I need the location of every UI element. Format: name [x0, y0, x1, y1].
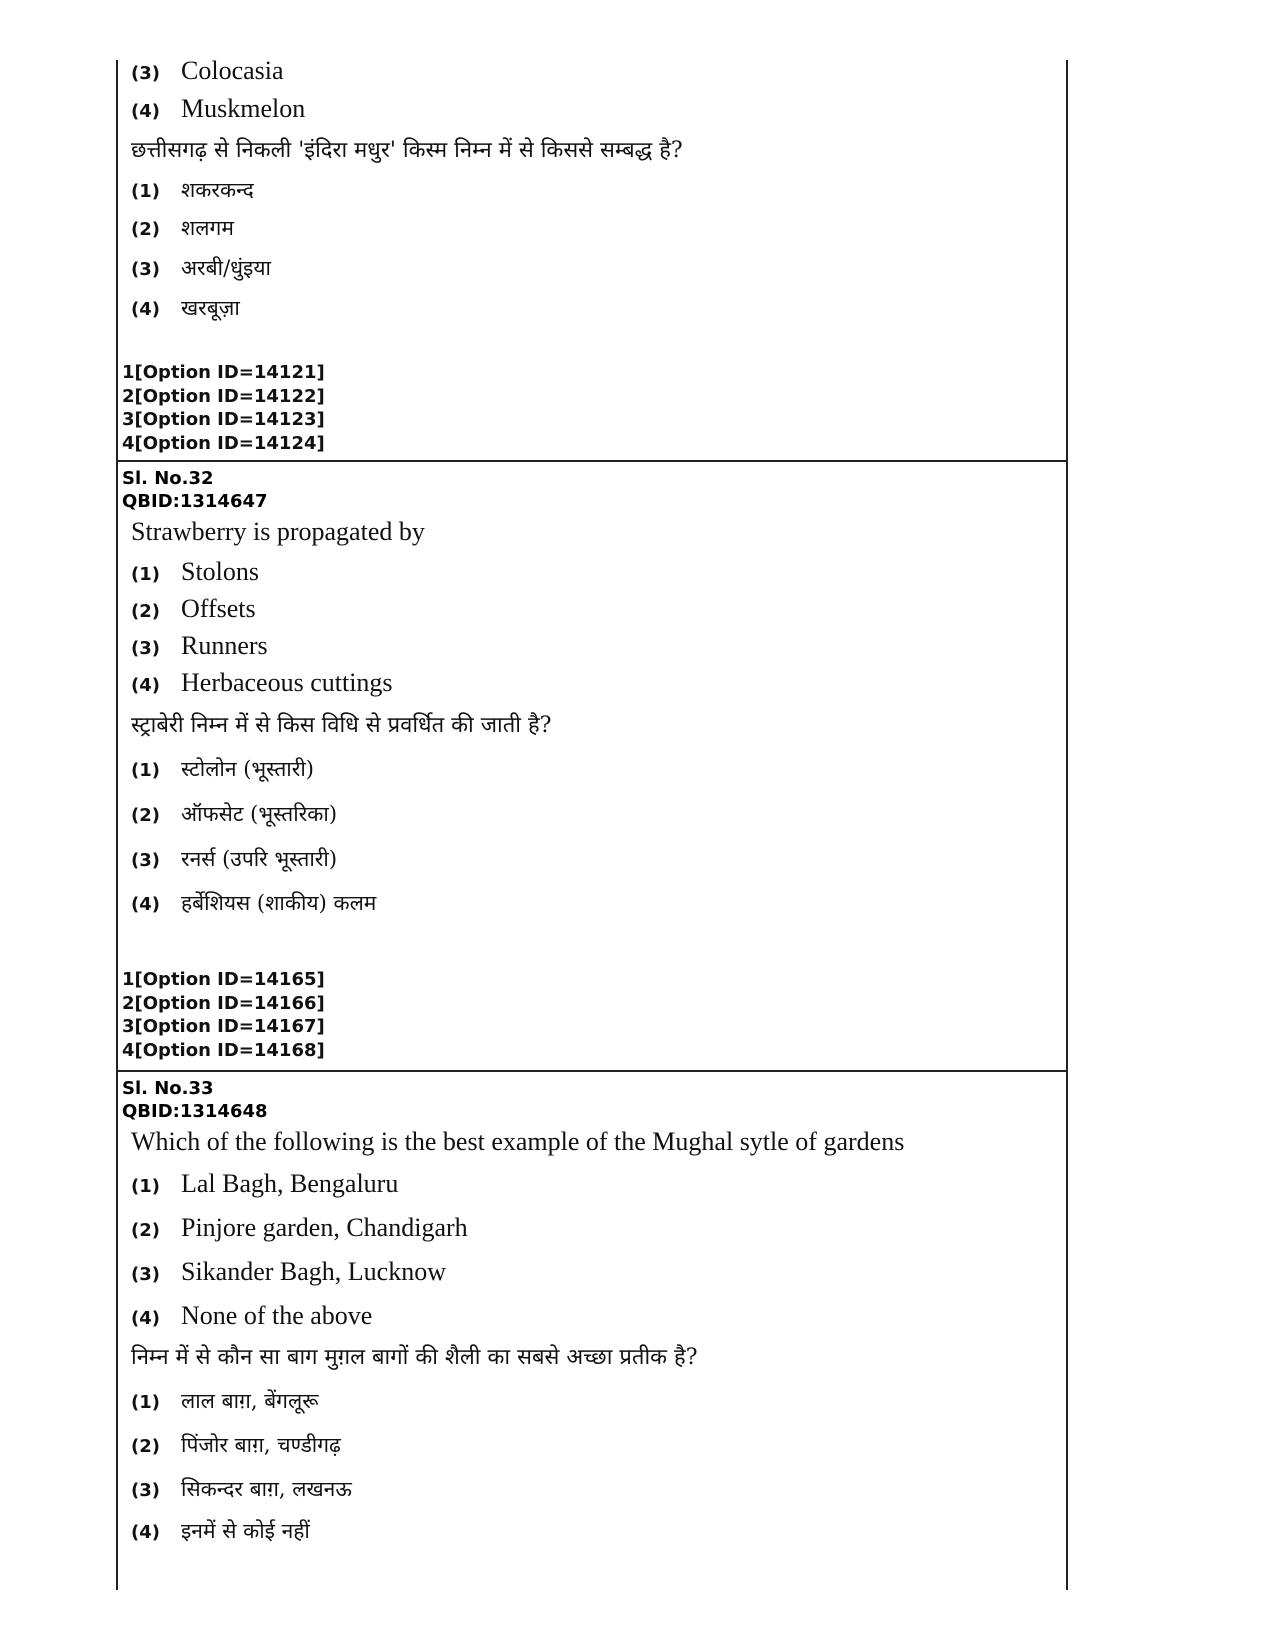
option-number: (4)	[131, 299, 160, 320]
question-text-hi: स्ट्राबेरी निम्न में से किस विधि से प्रवर्धित की जाती है?	[131, 713, 552, 738]
option-en-4	[131, 1301, 1060, 1343]
question-text-hi: निम्न में से कौन सा बाग मुग़ल बागों की शैली का सबसे अच्छा प्रतीक है?	[131, 1345, 698, 1370]
option-number: (2)	[131, 1436, 160, 1457]
option-hi-2	[131, 1431, 1060, 1475]
option-text: सिकन्दर बाग़, लखनऊ	[181, 1477, 352, 1501]
option-text: इनमें से कोई नहीं	[181, 1519, 310, 1543]
option-en-4	[131, 668, 1060, 711]
option-number: (1)	[131, 1392, 160, 1413]
option-id-list	[122, 968, 1060, 1062]
option-hi-4	[131, 294, 1060, 334]
option-en-2	[131, 1213, 1060, 1257]
serial-number: Sl. No.33	[122, 1078, 214, 1099]
option-number: (2)	[131, 601, 160, 622]
qbid: QBID:1314647	[122, 491, 268, 512]
option-id: 2[Option ID=14166]	[122, 992, 325, 1014]
option-text: ऑफसेट (भूस्तरिका)	[181, 802, 338, 826]
option-text: शलगम	[181, 216, 234, 240]
option-text: शकरकन्द	[181, 178, 254, 202]
option-text: रनर्स (उपरि भूस्तारी)	[181, 847, 338, 871]
option-text: Stolons	[181, 557, 260, 586]
option-number: (2)	[131, 1220, 160, 1241]
question-33-block	[122, 1077, 1060, 1559]
option-text: लाल बाग़, बेंगलूरू	[181, 1389, 319, 1413]
question-32-block	[122, 467, 1060, 933]
option-en-3	[131, 56, 1060, 94]
option-number: (4)	[131, 894, 160, 915]
option-number: (3)	[131, 259, 160, 280]
option-id: 4[Option ID=14124]	[122, 432, 325, 454]
option-id: 3[Option ID=14123]	[122, 409, 325, 430]
option-id: 4[Option ID=14168]	[122, 1039, 325, 1061]
question-31-block	[122, 56, 1060, 334]
option-text: Pinjore garden, Chandigarh	[181, 1213, 468, 1242]
option-number: (1)	[131, 1176, 160, 1197]
question-text-en: Strawberry is propagated by	[131, 517, 425, 546]
option-text: Offsets	[181, 594, 256, 623]
option-hi-2	[131, 214, 1060, 254]
option-number: (4)	[131, 675, 160, 696]
option-en-1	[131, 557, 1060, 594]
question-text-en: Which of the following is the best example of the Mughal sytle of gardens	[131, 1127, 905, 1156]
option-number: (3)	[131, 638, 160, 659]
option-en-1	[131, 1169, 1060, 1213]
qbid: QBID:1314648	[122, 1101, 268, 1122]
question-divider	[116, 1070, 1066, 1072]
option-hi-4	[131, 889, 1060, 933]
option-text: Sikander Bagh, Lucknow	[181, 1257, 447, 1286]
option-text: Muskmelon	[181, 94, 306, 123]
option-text: Colocasia	[181, 56, 284, 85]
option-number: (2)	[131, 805, 160, 826]
option-number: (3)	[131, 1480, 160, 1501]
option-hi-4	[131, 1517, 1060, 1559]
option-number: (3)	[131, 1264, 160, 1285]
option-hi-3	[131, 254, 1060, 294]
question-text-hi: छत्तीसगढ़ से निकली 'इंदिरा मधुर' किस्म निम्न में से किससे सम्बद्ध है?	[131, 138, 683, 163]
option-id: 1[Option ID=14121]	[122, 362, 325, 383]
option-hi-3	[131, 1475, 1060, 1517]
option-number: (4)	[131, 1308, 160, 1329]
option-number: (4)	[131, 1522, 160, 1543]
question-divider	[116, 460, 1066, 462]
option-hi-1	[131, 755, 1060, 800]
option-hi-1	[131, 176, 1060, 214]
option-text: स्टोलोन (भूस्तारी)	[181, 757, 314, 781]
option-number: (1)	[131, 760, 160, 781]
option-hi-3	[131, 845, 1060, 889]
option-id: 3[Option ID=14167]	[122, 1016, 325, 1037]
option-number: (2)	[131, 219, 160, 240]
option-id-list	[122, 361, 1060, 455]
option-text: Herbaceous cuttings	[181, 668, 393, 697]
option-text: पिंजोर बाग़, चण्डीगढ़	[181, 1433, 341, 1457]
option-en-4	[131, 94, 1060, 136]
option-text: Runners	[181, 631, 268, 660]
option-text: खरबूज़ा	[181, 296, 240, 320]
option-number: (3)	[131, 63, 160, 84]
option-text: Lal Bagh, Bengaluru	[181, 1169, 399, 1198]
option-id: 1[Option ID=14165]	[122, 969, 325, 990]
option-text: हर्बेशियस (शाकीय) कलम	[181, 891, 377, 915]
option-text: None of the above	[181, 1301, 373, 1330]
option-hi-1	[131, 1387, 1060, 1431]
option-en-3	[131, 631, 1060, 668]
option-en-3	[131, 1257, 1060, 1301]
serial-number: Sl. No.32	[122, 468, 214, 489]
option-number: (4)	[131, 101, 160, 122]
option-hi-2	[131, 800, 1060, 845]
option-en-2	[131, 594, 1060, 631]
option-number: (3)	[131, 850, 160, 871]
option-id: 2[Option ID=14122]	[122, 385, 325, 407]
option-text: अरबी/धुंइया	[181, 256, 271, 280]
option-number: (1)	[131, 564, 160, 585]
option-number: (1)	[131, 181, 160, 202]
